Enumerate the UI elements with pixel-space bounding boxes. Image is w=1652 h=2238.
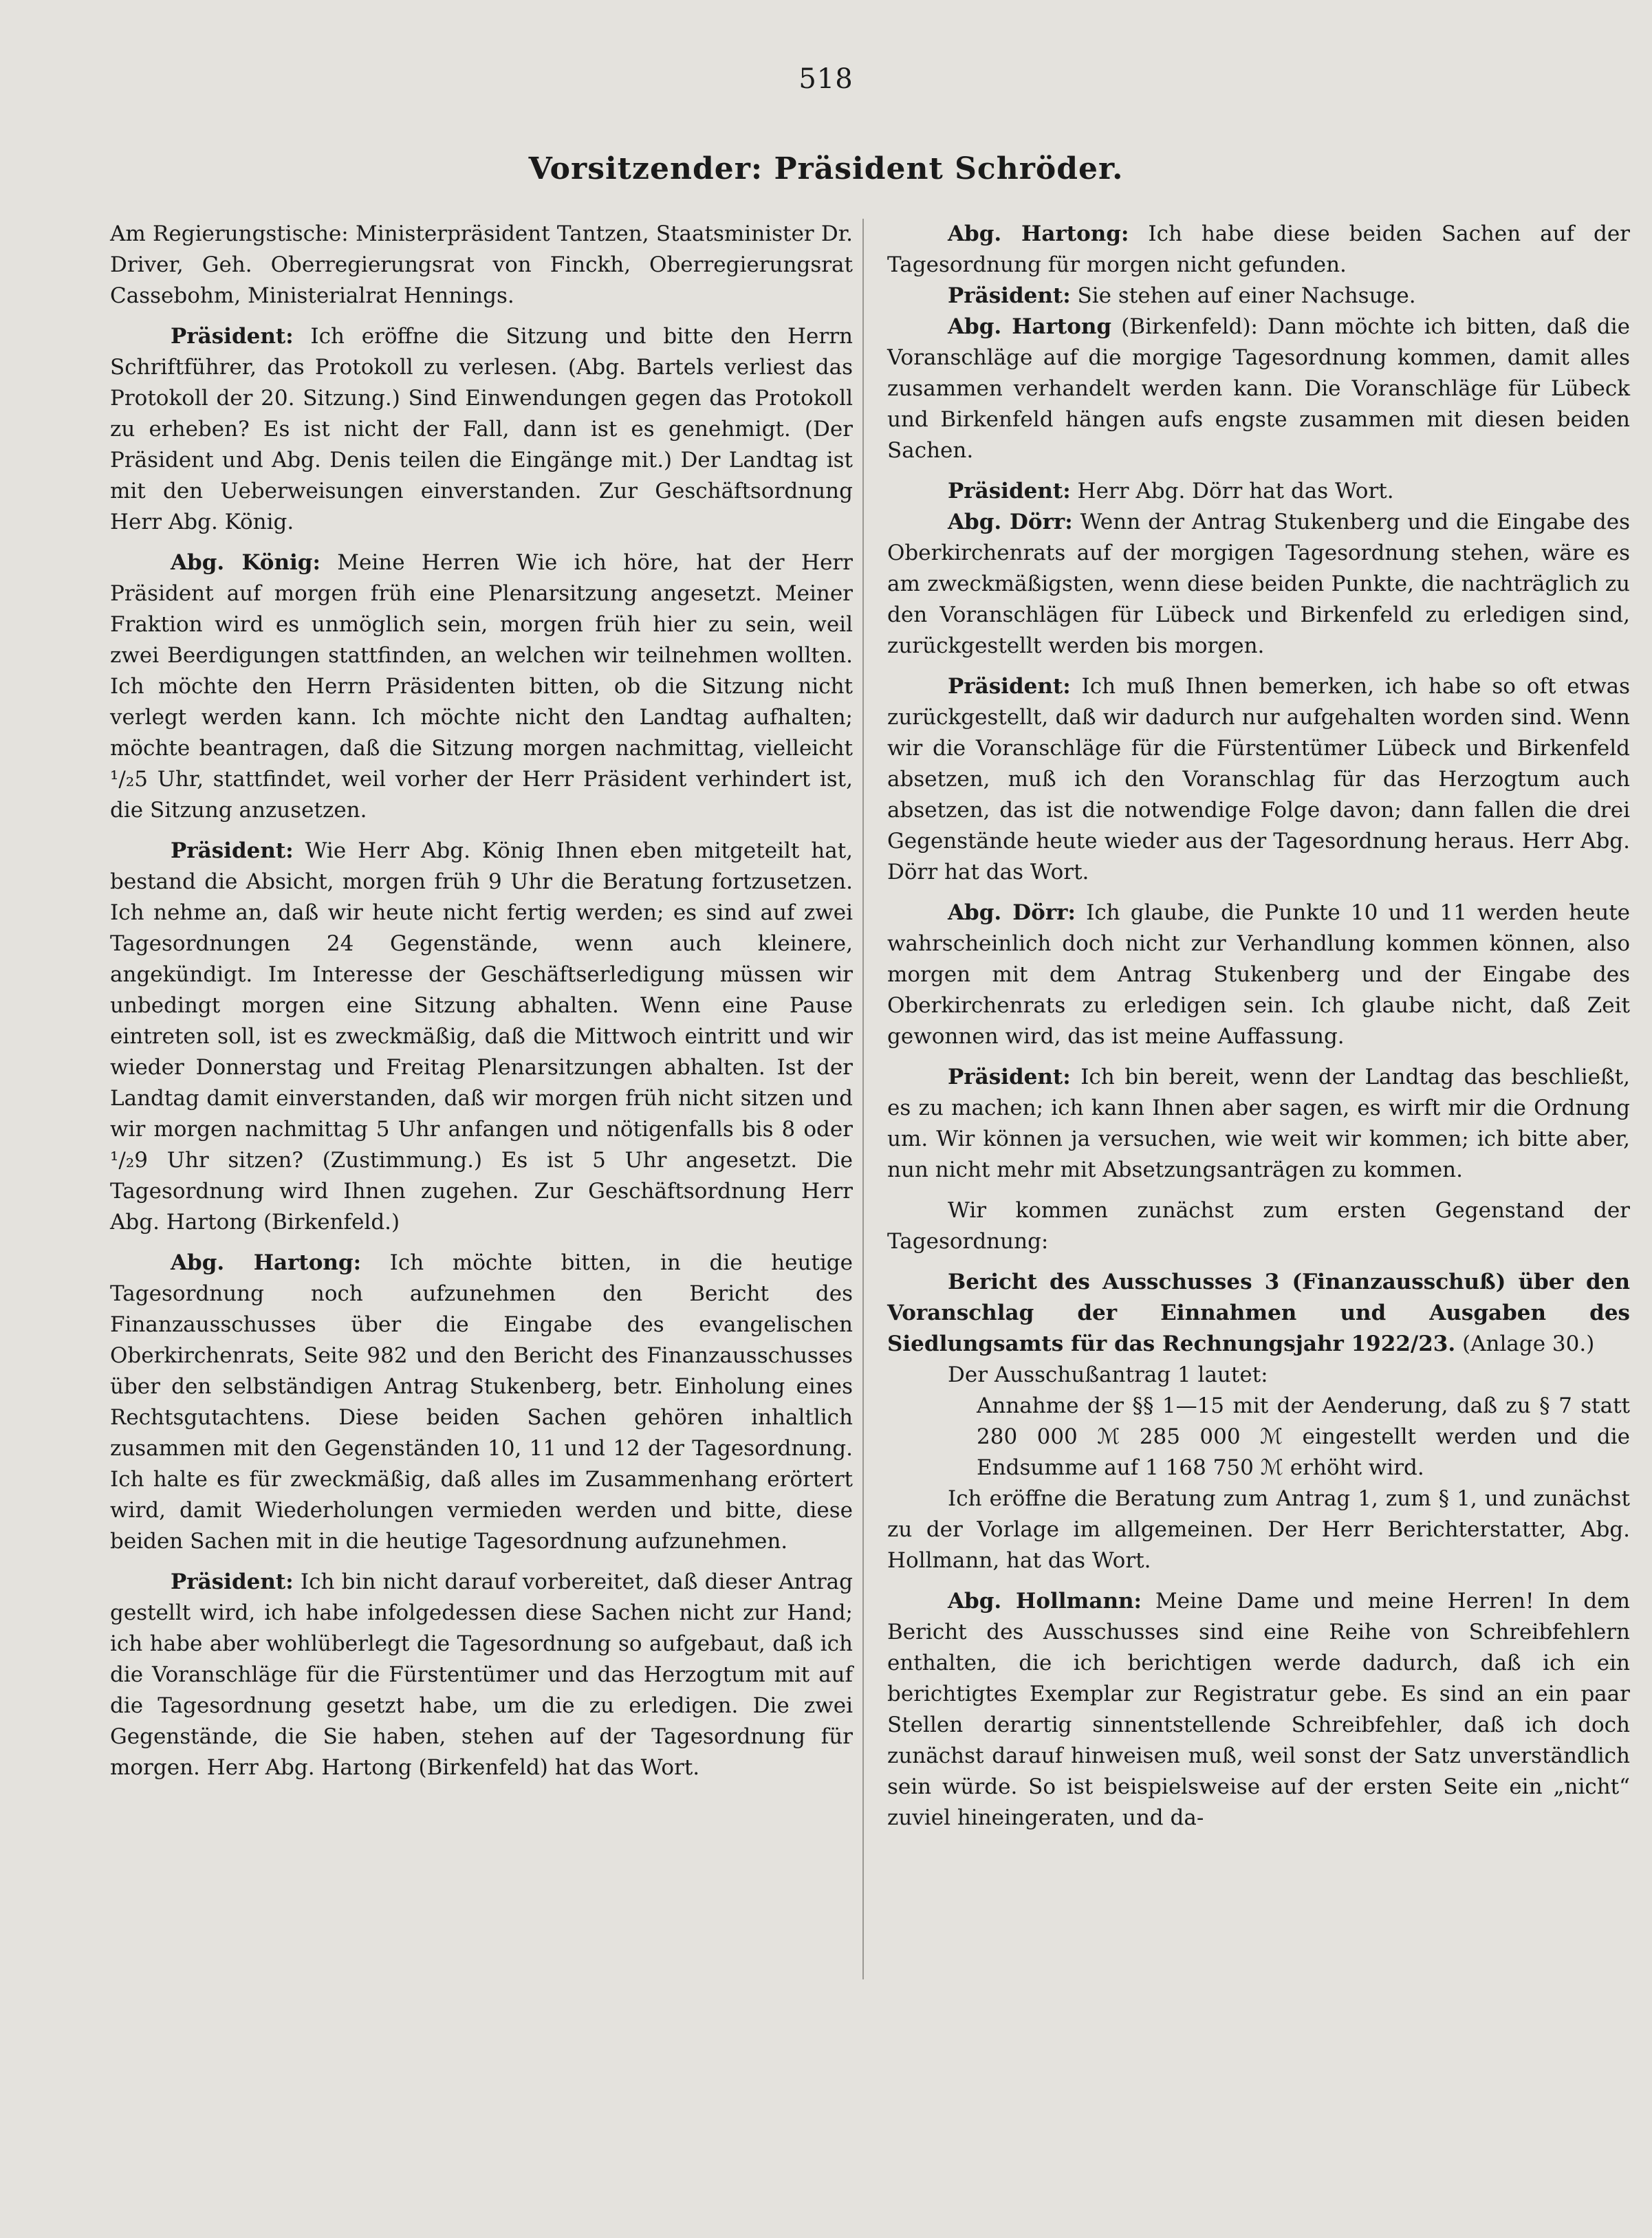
paragraph-text: Wenn der Antrag Stukenberg und die Eingabe des Oberkirchenrats auf der morgigen Tagesordnung stehen, wäre es am zweckmäßigsten, wenn diese beiden Punkte, die nachträglich zu den Voranschlägen für Lübeck und Birkenfeld zu erledigen sind, zurückgestellt werden bis morgen.	[887, 510, 1630, 658]
speaker: Präsident:	[171, 324, 294, 349]
speaker: Abg. Hollmann:	[948, 1589, 1142, 1614]
column-divider	[862, 219, 864, 1979]
speaker: Abg. Hartong	[948, 314, 1112, 339]
right-column	[887, 219, 1630, 1834]
paragraph	[887, 1062, 1630, 1186]
speaker: Abg. Dörr:	[948, 900, 1076, 925]
paragraph-text: Der Ausschußantrag 1 lautet:	[948, 1362, 1268, 1387]
paragraph-text: Ich muß Ihnen bemerken, ich habe so oft etwas zurückgestellt, daß wir dadurch nur aufgehalten worden sind. Wenn wir die Voranschläge für die Fürstentümer Lübeck und Birkenfeld absetzen, muß ich den Voranschlag für das Herzogtum auch absetzen, das ist die notwendige Folge davon; dann fallen die drei Gegenstände heute wieder aus der Tagesordnung heraus. Herr Abg. Dörr hat das Wort.	[887, 674, 1630, 884]
paragraph	[110, 836, 853, 1238]
speaker: Abg. König:	[171, 550, 320, 575]
paragraph	[110, 1567, 853, 1783]
left-column	[110, 219, 853, 1783]
paragraph-text: Ich habe diese beiden Sachen auf der Tagesordnung für morgen nicht gefunden.	[887, 221, 1630, 277]
paragraph-text: Herr Abg. Dörr hat das Wort.	[1077, 479, 1394, 503]
paragraph	[887, 898, 1630, 1052]
paragraph-text: Am Regierungstische: Ministerpräsident Tantzen, Staatsminister Dr. Driver, Geh. Oberregierungsrat von Finckh, Oberregierungsrat Cassebohm, Ministerialrat Hennings.	[110, 221, 853, 308]
speaker: Präsident:	[948, 479, 1071, 503]
motion-text	[977, 1391, 1630, 1484]
speaker: Präsident:	[948, 1065, 1071, 1089]
agenda-title: Bericht des Ausschusses 3 (Finanzausschuß) über den Voranschlag der Einnahmen und Ausgaben des Siedlungsamts für das Rechnungsjahr 1922/23.	[887, 1270, 1630, 1356]
speaker: Abg. Dörr:	[948, 510, 1073, 534]
paragraph-text: Sie stehen auf einer Nachsuge.	[1077, 283, 1416, 308]
page-number: 518	[798, 63, 854, 95]
speaker: Abg. Hartong:	[171, 1250, 362, 1275]
paragraph-text: Meine Herren Wie ich höre, hat der Herr Präsident auf morgen früh eine Plenarsitzung angesetzt. Meiner Fraktion wird es unmöglich sein, morgen früh hier zu sein, weil zwei Beerdigungen stattfinden, an welchen wir teilnehmen wollten. Ich möchte den Herrn Präsidenten bitten, ob die Sitzung nicht verlegt werden kann. Ich möchte nicht den Landtag aufhalten; möchte beantragen, daß die Sitzung morgen nachmittag, vielleicht ¹/₂5 Uhr, stattfindet, weil vorher der Herr Präsident verhindert ist, die Sitzung anzusetzen.	[110, 550, 853, 823]
paragraph-text: Annahme der §§ 1—15 mit der Aenderung, daß zu § 7 statt 280 000 ℳ 285 000 ℳ eingestellt werden und die Endsumme auf 1 168 750 ℳ erhöht wird.	[977, 1393, 1630, 1480]
paragraph-text: Wir kommen zunächst zum ersten Gegenstand der Tagesordnung:	[887, 1198, 1630, 1254]
paragraph	[887, 671, 1630, 888]
paragraph	[887, 507, 1630, 662]
paragraph	[110, 219, 853, 312]
paragraph	[110, 547, 853, 826]
speaker: Präsident:	[171, 1569, 294, 1594]
paragraph-text: Ich möchte bitten, in die heutige Tagesordnung noch aufzunehmen den Bericht des Finanzausschusses über die Eingabe des evangelischen Oberkirchenrats, Seite 982 und den Bericht des Finanzausschusses über den selbständigen Antrag Stukenberg, betr. Einholung eines Rechtsgutachtens. Diese beiden Sachen gehören inhaltlich zusammen mit den Gegenständen 10, 11 und 12 der Tagesordnung. Ich halte es für zweckmäßig, daß alles im Zusammenhang erörtert wird, damit Wiederholungen vermieden werden und bitte, diese beiden Sachen mit in die heutige Tagesordnung aufzunehmen.	[110, 1250, 853, 1554]
paragraph-text: Ich eröffne die Beratung zum Antrag 1, zum § 1, und zunächst zu der Vorlage im allgemeinen. Der Herr Berichterstatter, Abg. Hollmann, hat das Wort.	[887, 1486, 1630, 1573]
paragraph	[887, 1195, 1630, 1257]
paragraph-text: Wie Herr Abg. König Ihnen eben mitgeteilt hat, bestand die Absicht, morgen früh 9 Uhr die Beratung fortzusetzen. Ich nehme an, daß wir heute nicht fertig werden; es sind auf zwei Tagesordnungen 24 Gegenstände, wenn auch kleinere, angekündigt. Im Interesse der Geschäftserledigung müssen wir unbedingt morgen eine Sitzung abhalten. Wenn eine Pause eintreten soll, ist es zweckmäßig, daß die Mittwoch eintritt und wir wieder Donnerstag und Freitag Plenarsitzungen abhalten. Ist der Landtag damit einverstanden, daß wir morgen früh nicht sitzen und wir morgen nachmittag 5 Uhr anfangen und nötigenfalls bis 8 oder ¹/₂9 Uhr sitzen? (Zustimmung.) Es ist 5 Uhr angesetzt. Die Tagesordnung wird Ihnen zugehen. Zur Geschäftsordnung Herr Abg. Hartong (Birkenfeld.)	[110, 838, 854, 1235]
paragraph-text: Ich glaube, die Punkte 10 und 11 werden heute wahrscheinlich doch nicht zur Verhandlung kommen können, also morgen mit dem Antrag Stukenberg und der Eingabe des Oberkirchenrats zu erledigen sein. Ich glaube nicht, daß Zeit gewonnen wird, das ist meine Auffassung.	[887, 900, 1630, 1049]
paragraph-text: Ich eröffne die Sitzung und bitte den Herrn Schriftführer, das Protokoll zu verlesen. (Abg. Bartels verliest das Protokoll der 20. Sitzung.) Sind Einwendungen gegen das Protokoll zu erheben? Es ist nicht der Fall, dann ist es genehmigt. (Der Präsident und Abg. Denis teilen die Eingänge mit.) Der Landtag ist mit den Ueberweisungen einverstanden. Zur Geschäftsordnung Herr Abg. König.	[110, 324, 853, 534]
paragraph	[110, 321, 853, 538]
paragraph	[887, 1586, 1630, 1834]
speaker: Präsident:	[171, 838, 294, 863]
agenda-item	[887, 1267, 1630, 1360]
paragraph-text: Ich bin nicht darauf vorbereitet, daß dieser Antrag gestellt wird, ich habe infolgedessen diese Sachen nicht zur Hand; ich habe aber wohlüberlegt die Tagesordnung so aufgebaut, daß ich die Voranschläge für die Fürstentümer und das Herzogtum mit auf die Tagesordnung gesetzt habe, um die zu erledigen. Die zwei Gegenstände, die Sie haben, stehen auf der Tagesordnung für morgen. Herr Abg. Hartong (Birkenfeld) hat das Wort.	[110, 1569, 853, 1780]
paragraph	[110, 1248, 853, 1557]
agenda-annex: (Anlage 30.)	[1462, 1332, 1595, 1356]
chair-heading: Vorsitzender: Präsident Schröder.	[528, 151, 1124, 186]
paragraph	[887, 1360, 1630, 1391]
paragraph-text: (Birkenfeld): Dann möchte ich bitten, daß die Voranschläge auf die morgige Tagesordnung kommen, damit alles zusammen verhandelt werden kann. Die Voranschläge für Lübeck und Birkenfeld hängen aufs engste zusammen mit diesen beiden Sachen.	[887, 314, 1630, 463]
speaker: Präsident:	[948, 674, 1071, 699]
paragraph	[887, 312, 1630, 466]
paragraph-text: Meine Dame und meine Herren! In dem Bericht des Ausschusses sind eine Reihe von Schreibfehlern enthalten, die ich berichtigen werde dadurch, daß ich ein berichtigtes Exemplar zur Registratur gebe. Es sind an ein paar Stellen derartig sinnentstellende Schreibfehler, daß ich doch zunächst darauf hinweisen muß, weil sonst der Satz unverständlich sein würde. So ist beispielsweise auf der ersten Seite ein „nicht“ zuviel hineingeraten, und da-	[887, 1589, 1630, 1830]
paragraph	[887, 281, 1630, 312]
paragraph	[887, 219, 1630, 281]
speaker: Präsident:	[948, 283, 1071, 308]
paragraph	[887, 1484, 1630, 1576]
speaker: Abg. Hartong:	[948, 221, 1129, 246]
paragraph	[887, 476, 1630, 507]
paragraph-text: Ich bin bereit, wenn der Landtag das beschließt, es zu machen; ich kann Ihnen aber sagen, es wirft mir die Ordnung um. Wir können ja versuchen, wie weit wir kommen; ich bitte aber, nun nicht mehr mit Absetzungsanträgen zu kommen.	[887, 1065, 1630, 1182]
